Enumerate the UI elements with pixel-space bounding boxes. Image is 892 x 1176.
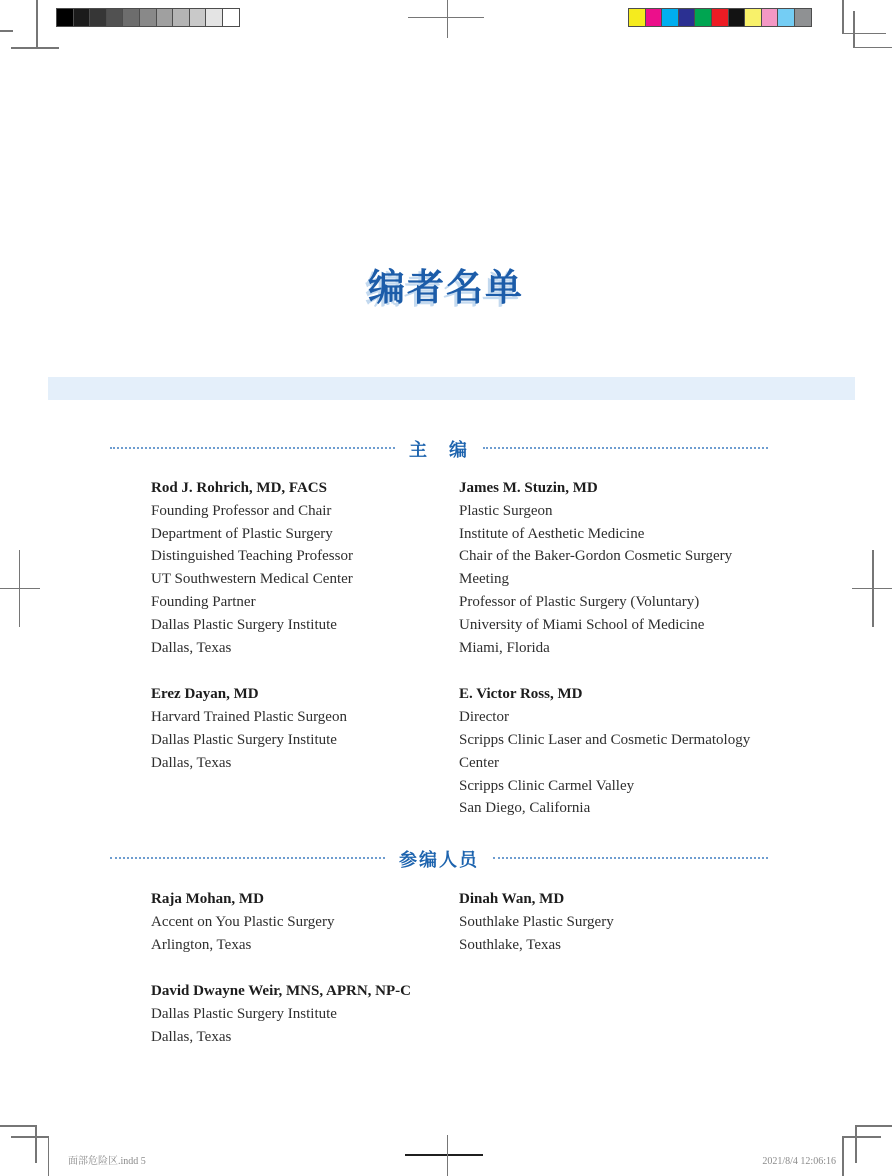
column-left	[151, 888, 459, 1073]
gray-swatch	[73, 8, 91, 27]
crop-line	[842, 0, 844, 34]
crop-line	[0, 588, 40, 590]
dotted-rule	[110, 857, 385, 859]
color-swatch	[744, 8, 762, 27]
editor-detail: Professor of Plastic Surgery (Voluntary)	[459, 593, 700, 610]
crop-line	[842, 1136, 844, 1176]
editor-detail: Dallas Plastic Surgery Institute	[151, 731, 337, 748]
column-right	[459, 477, 801, 844]
gray-swatch	[56, 8, 74, 27]
crop-line	[853, 11, 855, 48]
section-heading: 参编人员	[399, 850, 479, 871]
timestamp-slug: 2021/8/4 12:06:16	[762, 1156, 836, 1167]
gray-swatch	[205, 8, 223, 27]
crop-line	[405, 1154, 483, 1156]
color-swatch	[777, 8, 795, 27]
page-title: 编者名单	[368, 267, 524, 309]
color-swatch	[694, 8, 712, 27]
editor-entry	[151, 980, 459, 1048]
grayscale-calibration-bar	[57, 8, 240, 27]
editor-entry	[151, 477, 459, 659]
editor-name: Rod J. Rohrich, MD, FACS	[151, 480, 327, 496]
editor-detail: Scripps Clinic Carmel Valley	[459, 777, 635, 794]
file-slug: 面部危险区.indd 5	[68, 1156, 146, 1167]
editor-detail: UT Southwestern Medical Center	[151, 571, 353, 588]
editor-detail: Plastic Surgeon	[459, 502, 553, 519]
editor-name: Raja Mohan, MD	[151, 891, 264, 907]
color-swatch	[761, 8, 779, 27]
editor-detail: Dallas Plastic Surgery Institute	[151, 616, 337, 633]
dotted-rule	[493, 857, 768, 859]
editor-detail: Dallas Plastic Surgery Institute	[151, 1006, 337, 1023]
column-left	[151, 477, 459, 844]
editor-detail: Founding Partner	[151, 593, 256, 610]
color-swatch	[645, 8, 663, 27]
editor-detail: Director	[459, 709, 509, 726]
editor-detail: Dallas, Texas	[151, 1028, 232, 1045]
dotted-rule	[483, 447, 768, 449]
editor-entry	[459, 888, 801, 956]
color-swatch	[711, 8, 729, 27]
editor-entry	[459, 683, 801, 820]
gray-swatch	[156, 8, 174, 27]
editor-detail: Arlington, Texas	[151, 936, 252, 953]
section-heading: 主 编	[409, 440, 469, 461]
editor-detail: University of Miami School of Medicine	[459, 616, 705, 633]
editor-detail: Harvard Trained Plastic Surgeon	[151, 709, 347, 726]
editor-detail: Miami, Florida	[459, 639, 550, 656]
crop-line	[36, 0, 38, 49]
gray-swatch	[172, 8, 190, 27]
crop-line	[11, 47, 59, 49]
crop-line	[852, 588, 892, 590]
crop-line	[853, 47, 892, 49]
gray-swatch	[222, 8, 240, 27]
editor-entry	[459, 477, 801, 659]
gray-swatch	[122, 8, 140, 27]
crop-line	[843, 1136, 881, 1138]
editor-detail: Accent on You Plastic Surgery	[151, 913, 335, 930]
editor-name: David Dwayne Weir, MNS, APRN, NP-C	[151, 983, 412, 1000]
editor-detail: Founding Professor and Chair	[151, 502, 332, 519]
crop-line	[447, 0, 449, 38]
editor-detail: Chair of the Baker-Gordon Cosmetic Surgery	[459, 548, 733, 565]
section-header-contributors	[110, 846, 768, 872]
editor-detail: Center	[459, 754, 499, 771]
color-swatch	[794, 8, 812, 27]
crop-line	[855, 1125, 857, 1163]
editor-name: Erez Dayan, MD	[151, 686, 259, 703]
color-swatch	[628, 8, 646, 27]
gray-swatch	[189, 8, 207, 27]
editor-entry	[151, 683, 459, 774]
editor-entry	[151, 888, 459, 956]
editor-detail: San Diego, California	[459, 800, 591, 817]
gray-swatch	[139, 8, 157, 27]
gray-swatch	[89, 8, 107, 27]
dotted-rule	[110, 447, 395, 449]
color-swatch	[661, 8, 679, 27]
gray-swatch	[106, 8, 124, 27]
decorative-band	[48, 377, 855, 400]
contributors-list	[151, 888, 801, 1073]
crop-line	[48, 1136, 50, 1176]
color-swatch	[728, 8, 746, 27]
crop-line	[11, 1136, 49, 1138]
crop-line	[447, 1135, 449, 1176]
editor-name: E. Victor Ross, MD	[459, 686, 583, 703]
editor-detail: Dallas, Texas	[151, 754, 232, 771]
editor-detail: Distinguished Teaching Professor	[151, 548, 353, 565]
crop-line	[35, 1125, 37, 1163]
editor-detail: Southlake Plastic Surgery	[459, 913, 614, 930]
crop-line	[0, 30, 13, 32]
crop-line	[842, 33, 886, 35]
editor-name: James M. Stuzin, MD	[459, 480, 598, 496]
crop-line	[856, 1125, 892, 1127]
crop-line	[0, 1125, 36, 1127]
editor-detail: Southlake, Texas	[459, 936, 561, 953]
editor-detail: Meeting	[459, 571, 509, 588]
editor-detail: Department of Plastic Surgery	[151, 525, 333, 542]
editor-detail: Scripps Clinic Laser and Cosmetic Dermatology	[459, 731, 751, 748]
chief-editors-list	[151, 477, 801, 844]
color-calibration-bar	[629, 8, 812, 27]
editor-detail: Institute of Aesthetic Medicine	[459, 525, 645, 542]
editor-detail: Dallas, Texas	[151, 639, 232, 656]
column-right	[459, 888, 801, 1073]
editor-name: Dinah Wan, MD	[459, 891, 565, 907]
section-header-chief-editors	[110, 436, 768, 462]
color-swatch	[678, 8, 696, 27]
